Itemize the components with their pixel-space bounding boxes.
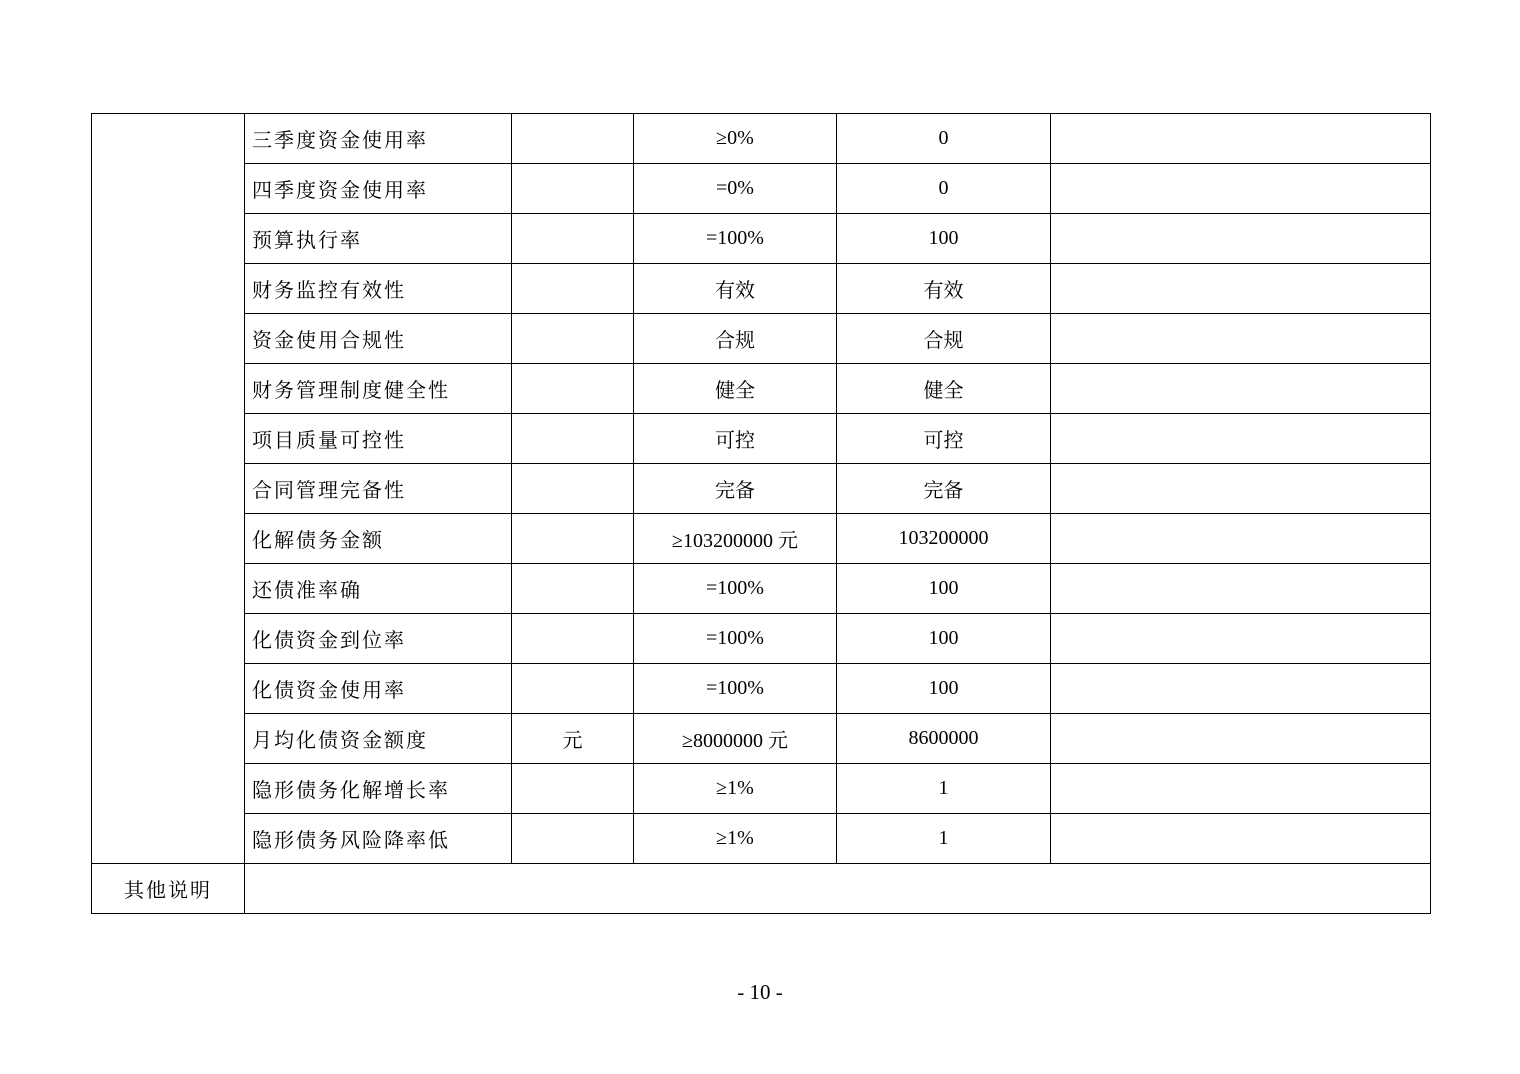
table-body — [92, 114, 1431, 914]
note-cell — [1051, 264, 1431, 314]
target-value: 合规 — [634, 314, 837, 364]
target-value: ≥1% — [634, 764, 837, 814]
target-value: =100% — [634, 664, 837, 714]
unit-cell — [512, 164, 634, 214]
indicator-name: 还债准率确 — [245, 564, 512, 614]
unit-cell: 元 — [512, 714, 634, 764]
table-row — [92, 714, 1431, 764]
actual-value: 健全 — [837, 364, 1051, 414]
note-cell — [1051, 664, 1431, 714]
table-row — [92, 514, 1431, 564]
actual-value: 有效 — [837, 264, 1051, 314]
unit-cell — [512, 564, 634, 614]
unit-cell — [512, 464, 634, 514]
target-value: ≥8000000 元 — [634, 714, 837, 764]
note-cell — [1051, 514, 1431, 564]
unit-cell — [512, 514, 634, 564]
table-row — [92, 664, 1431, 714]
note-cell — [1051, 364, 1431, 414]
actual-value: 0 — [837, 164, 1051, 214]
target-value: 有效 — [634, 264, 837, 314]
unit-cell — [512, 664, 634, 714]
actual-value: 8600000 — [837, 714, 1051, 764]
actual-value: 100 — [837, 664, 1051, 714]
table-row — [92, 464, 1431, 514]
table-row — [92, 314, 1431, 364]
table-row — [92, 564, 1431, 614]
target-value: ≥103200000 元 — [634, 514, 837, 564]
unit-cell — [512, 414, 634, 464]
other-notes-label: 其他说明 — [92, 864, 245, 914]
note-cell — [1051, 114, 1431, 164]
actual-value: 合规 — [837, 314, 1051, 364]
table-row — [92, 414, 1431, 464]
table-row — [92, 364, 1431, 414]
table-row — [92, 764, 1431, 814]
actual-value: 1 — [837, 814, 1051, 864]
note-cell — [1051, 564, 1431, 614]
actual-value: 1 — [837, 764, 1051, 814]
indicator-name: 资金使用合规性 — [245, 314, 512, 364]
indicator-name: 化债资金使用率 — [245, 664, 512, 714]
indicator-name: 财务监控有效性 — [245, 264, 512, 314]
table-row — [92, 214, 1431, 264]
indicator-name: 预算执行率 — [245, 214, 512, 264]
note-cell — [1051, 614, 1431, 664]
unit-cell — [512, 264, 634, 314]
target-value: =0% — [634, 164, 837, 214]
target-value: ≥1% — [634, 814, 837, 864]
actual-value: 0 — [837, 114, 1051, 164]
indicator-name: 四季度资金使用率 — [245, 164, 512, 214]
table-row — [92, 814, 1431, 864]
unit-cell — [512, 364, 634, 414]
note-cell — [1051, 714, 1431, 764]
performance-indicator-table — [91, 113, 1431, 914]
note-cell — [1051, 414, 1431, 464]
note-cell — [1051, 814, 1431, 864]
target-value: 可控 — [634, 414, 837, 464]
target-value: 完备 — [634, 464, 837, 514]
target-value: 健全 — [634, 364, 837, 414]
indicator-name: 财务管理制度健全性 — [245, 364, 512, 414]
other-notes-row — [92, 864, 1431, 914]
note-cell — [1051, 214, 1431, 264]
actual-value: 100 — [837, 614, 1051, 664]
category-cell — [92, 114, 245, 864]
note-cell — [1051, 314, 1431, 364]
unit-cell — [512, 214, 634, 264]
table-row — [92, 164, 1431, 214]
note-cell — [1051, 764, 1431, 814]
indicator-name: 项目质量可控性 — [245, 414, 512, 464]
actual-value: 100 — [837, 214, 1051, 264]
target-value: =100% — [634, 564, 837, 614]
unit-cell — [512, 114, 634, 164]
unit-cell — [512, 614, 634, 664]
actual-value: 103200000 — [837, 514, 1051, 564]
indicator-name: 三季度资金使用率 — [245, 114, 512, 164]
unit-cell — [512, 314, 634, 364]
target-value: ≥0% — [634, 114, 837, 164]
indicator-name: 隐形债务化解增长率 — [245, 764, 512, 814]
unit-cell — [512, 764, 634, 814]
indicator-name: 化解债务金额 — [245, 514, 512, 564]
target-value: =100% — [634, 214, 837, 264]
target-value: =100% — [634, 614, 837, 664]
actual-value: 100 — [837, 564, 1051, 614]
note-cell — [1051, 464, 1431, 514]
table-row — [92, 264, 1431, 314]
indicator-name: 化债资金到位率 — [245, 614, 512, 664]
table-row — [92, 614, 1431, 664]
indicator-name: 隐形债务风险降率低 — [245, 814, 512, 864]
table-row — [92, 114, 1431, 164]
other-notes-value — [245, 864, 1431, 914]
indicator-name: 月均化债资金额度 — [245, 714, 512, 764]
page-number: - 10 - — [737, 980, 783, 1004]
unit-cell — [512, 814, 634, 864]
note-cell — [1051, 164, 1431, 214]
actual-value: 完备 — [837, 464, 1051, 514]
indicator-name: 合同管理完备性 — [245, 464, 512, 514]
actual-value: 可控 — [837, 414, 1051, 464]
